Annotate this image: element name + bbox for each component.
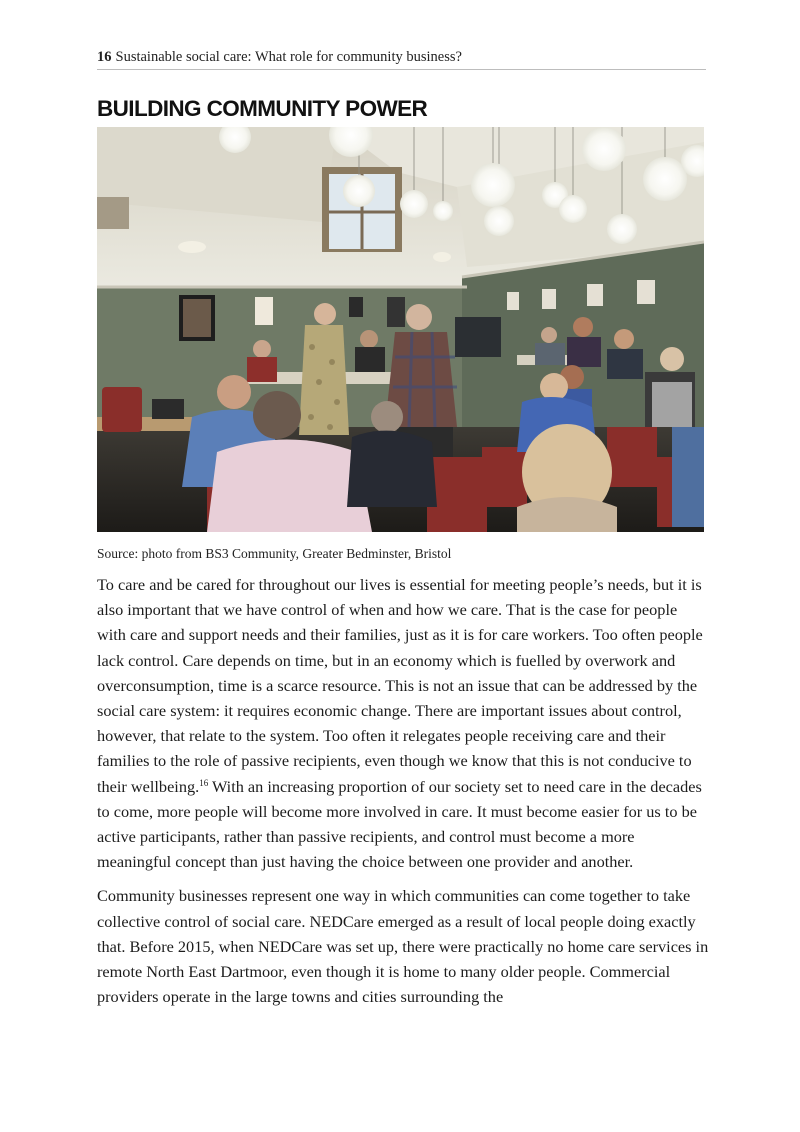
footnote-reference: 16: [199, 777, 209, 788]
paragraph-text: With an increasing proportion of our society set to need care in the decades to come, more people will become more involved in care. It must become easier for us to be active participants, rather than passive recipients, and control must become a more meaningful concept than just having the choice between one provider and another.: [97, 776, 702, 872]
body-text: [97, 572, 709, 1018]
figure-caption: Source: photo from BS3 Community, Greater Bedminster, Bristol: [97, 546, 452, 561]
community-meeting-photo: [97, 127, 704, 532]
paragraph: [97, 572, 709, 874]
running-header: [97, 48, 706, 70]
paragraph: Community businesses represent one way in which communities can come together to take collective control of social care. NEDCare emerged as a result of local people doing exactly that. Before 2015, when NEDCare was set up, there were practically no home care services in remote North East Dartmoor, even though it is home to many older people. Commercial providers operate in the large towns and cities surrounding the: [97, 886, 709, 1007]
section-title: BUILDING COMMUNITY POWER: [97, 96, 428, 121]
running-title: Sustainable social care: What role for community business?: [115, 49, 462, 65]
page-number: 16: [97, 49, 112, 65]
paragraph-text: To care and be cared for throughout our lives is essential for meeting people’s needs, but it is also important that we have control of when and how we care. That is the case for people with care and support needs and their families, just as it is for care workers. Too often people lack control. Care depends on time, but in an economy which is fuelled by overwork and overconsumption, time is a scarce resource. This is not an issue that can be addressed by the social care system: it requires economic change. There are important issues about control, however, that relate to the system. Too often it relegates people receiving care and their families to the role of passive recipients, even though we know that this is not conducive to their wellbeing.: [97, 575, 703, 796]
